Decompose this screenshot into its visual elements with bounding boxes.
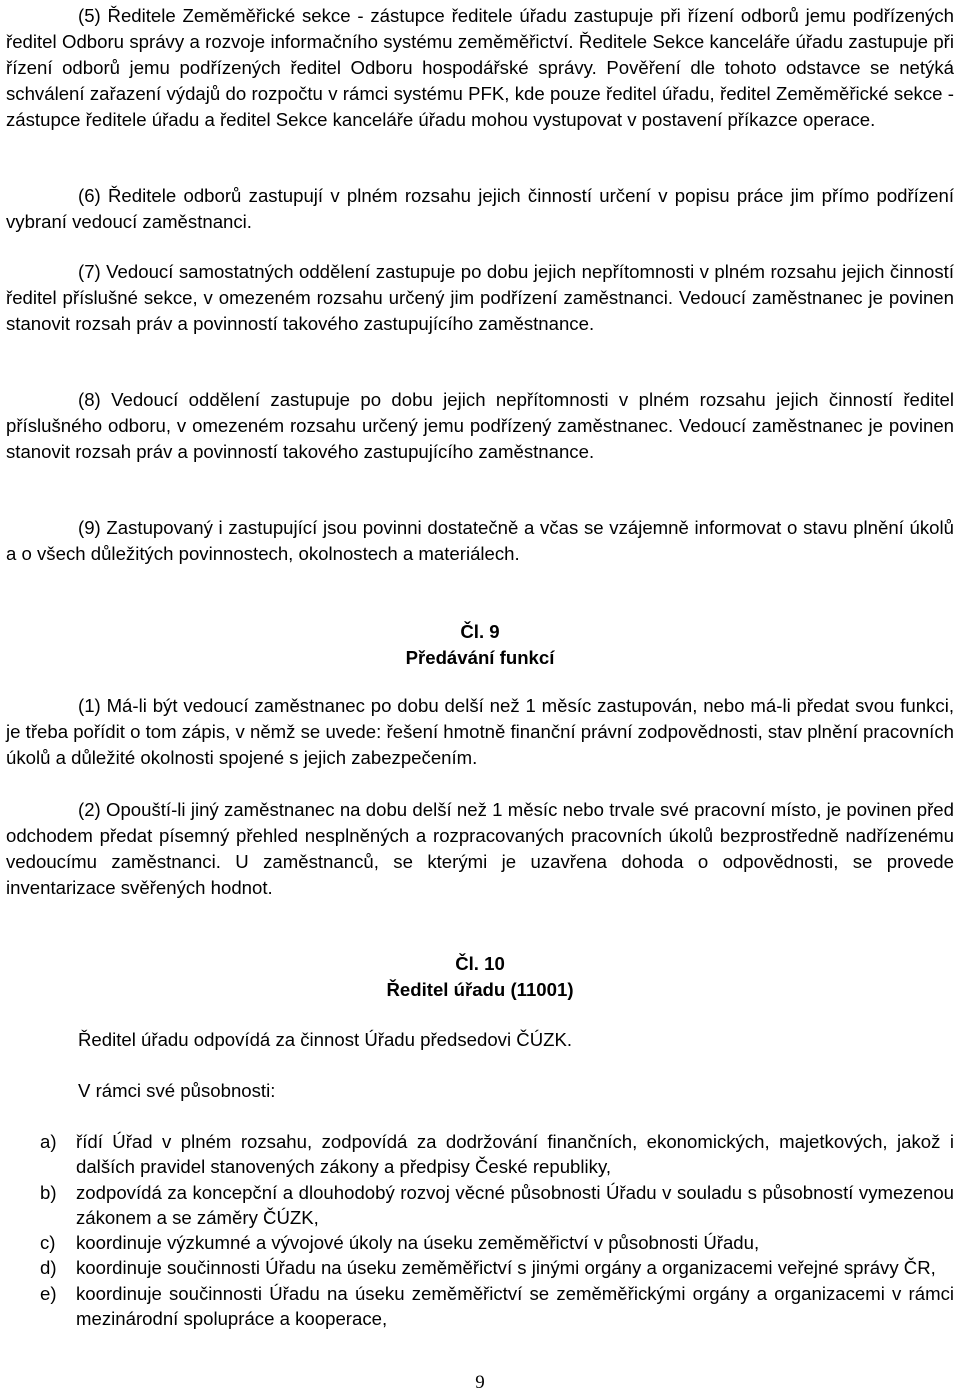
list-item-label: c)	[40, 1232, 56, 1254]
list-item-text: řídí Úřad v plném rozsahu, zodpovídá za dodržování finančních, ekonomických, majetkových, jakož i dalších pravidel stanovených zákony a předpisy České republiky,	[76, 1131, 954, 1178]
list-item-text: zodpovídá za koncepční a dlouhodobý rozvoj věcné působnosti Úřadu v souladu s působností vymezenou zákonem a se záměry ČÚZK,	[76, 1181, 954, 1228]
list-item-text: koordinuje výzkumné a vývojové úkoly na úseku zeměměřictví v působnosti Úřadu,	[76, 1232, 760, 1254]
list-item-label: e)	[40, 1282, 57, 1304]
paragraph-6: (6) Ředitele odborů zastupují v plném rozsahu jejich činností určení v popisu práce jim přímo podřízení vybraní vedoucí zaměstnanci.	[6, 185, 954, 232]
article-9-title: Předávání funkcí	[405, 647, 555, 668]
page-number: 9	[475, 1372, 485, 1393]
responsibilities-list	[6, 1129, 954, 1331]
article-10-title: Ředitel úřadu (11001)	[386, 979, 574, 1000]
list-item-text: koordinuje součinnosti Úřadu na úseku zeměměřictví se zeměměřickými orgány a organizacemi v rámci mezinárodní spolupráce a kooperace,	[76, 1282, 954, 1330]
article-9-paragraph-2: (2) Opouští-li jiný zaměstnanec na dobu delší než 1 měsíc nebo trvale své pracovní místo, je povinen před odchodem předat písemný přehled nesplněných a rozpracovaných pracovních úkolů bezprostředně nadřízenému vedoucímu zaměstnanci. U zaměstnanců, se kterými je uzavřena dohoda o odpovědnosti, se provede inventarizace svěřených hodnot.	[6, 799, 954, 898]
list-item-text: koordinuje součinnosti Úřadu na úseku zeměměřictví s jinými orgány a organizacemi veřejné správy ČR,	[76, 1257, 936, 1279]
list-item-label: a)	[40, 1131, 57, 1152]
paragraph-5: (5) Ředitele Zeměměřické sekce - zástupce ředitele úřadu zastupuje při řízení odborů jemu podřízených ředitel Odboru správy a rozvoje informačního systému zeměměřictví. Ředitele Sekce kanceláře úřadu zastupuje při řízení odborů jemu podřízených ředitel Odboru hospodářské správy. Pověření dle tohoto odstavce se netýká schválení zařazení výdajů do rozpočtu v rámci systému PFK, kde pouze ředitel úřadu, ředitel Zeměměřické sekce - zástupce ředitele úřadu a ředitel Sekce kanceláře úřadu mohou vystupovat v postavení příkazce operace.	[6, 5, 954, 130]
paragraph-7: (7) Vedoucí samostatných oddělení zastupuje po dobu jejich nepřítomnosti v plném rozsahu jejich činností ředitel příslušné sekce, v omezeném rozsahu určený jim podřízení zaměstnanci. Vedoucí zaměstnanec je povinen stanovit rozsah práv a povinností takového zastupujícího zaměstnance.	[6, 261, 954, 334]
list-item	[6, 1230, 954, 1255]
list-item-label: b)	[40, 1181, 57, 1203]
article-9-number: Čl. 9	[460, 621, 500, 642]
article-10-number: Čl. 10	[455, 953, 505, 974]
list-item-label: d)	[40, 1257, 57, 1279]
article-10-intro: Ředitel úřadu odpovídá za činnost Úřadu předsedovi ČÚZK.	[78, 1029, 573, 1050]
paragraph-8: (8) Vedoucí oddělení zastupuje po dobu jejich nepřítomnosti v plném rozsahu jejich činností ředitel příslušného odboru, v omezeném rozsahu určený jemu podřízený zaměstnanec. Vedoucí zaměstnanec je povinen stanovit rozsah práv a povinností takového zastupujícího zaměstnance.	[6, 389, 954, 462]
article-10-scope: V rámci své působnosti:	[78, 1080, 276, 1101]
list-item	[6, 1129, 954, 1180]
list-item	[6, 1281, 954, 1332]
paragraph-9: (9) Zastupovaný i zastupující jsou povinni dostatečně a včas se vzájemně informovat o stavu plnění úkolů a o všech důležitých povinnostech, okolnostech a materiálech.	[6, 517, 954, 564]
article-9-paragraph-1: (1) Má-li být vedoucí zaměstnanec po dobu delší než 1 měsíc zastupován, nebo má-li předat svou funkci, je třeba pořídit o tom zápis, v němž se uvede: řešení hmotně finanční právní zodpovědnosti, stav plnění pracovních úkolů a důležité okolnosti spojené s jejich zabezpečením.	[6, 695, 954, 768]
list-item	[6, 1255, 954, 1280]
list-item	[6, 1180, 954, 1231]
